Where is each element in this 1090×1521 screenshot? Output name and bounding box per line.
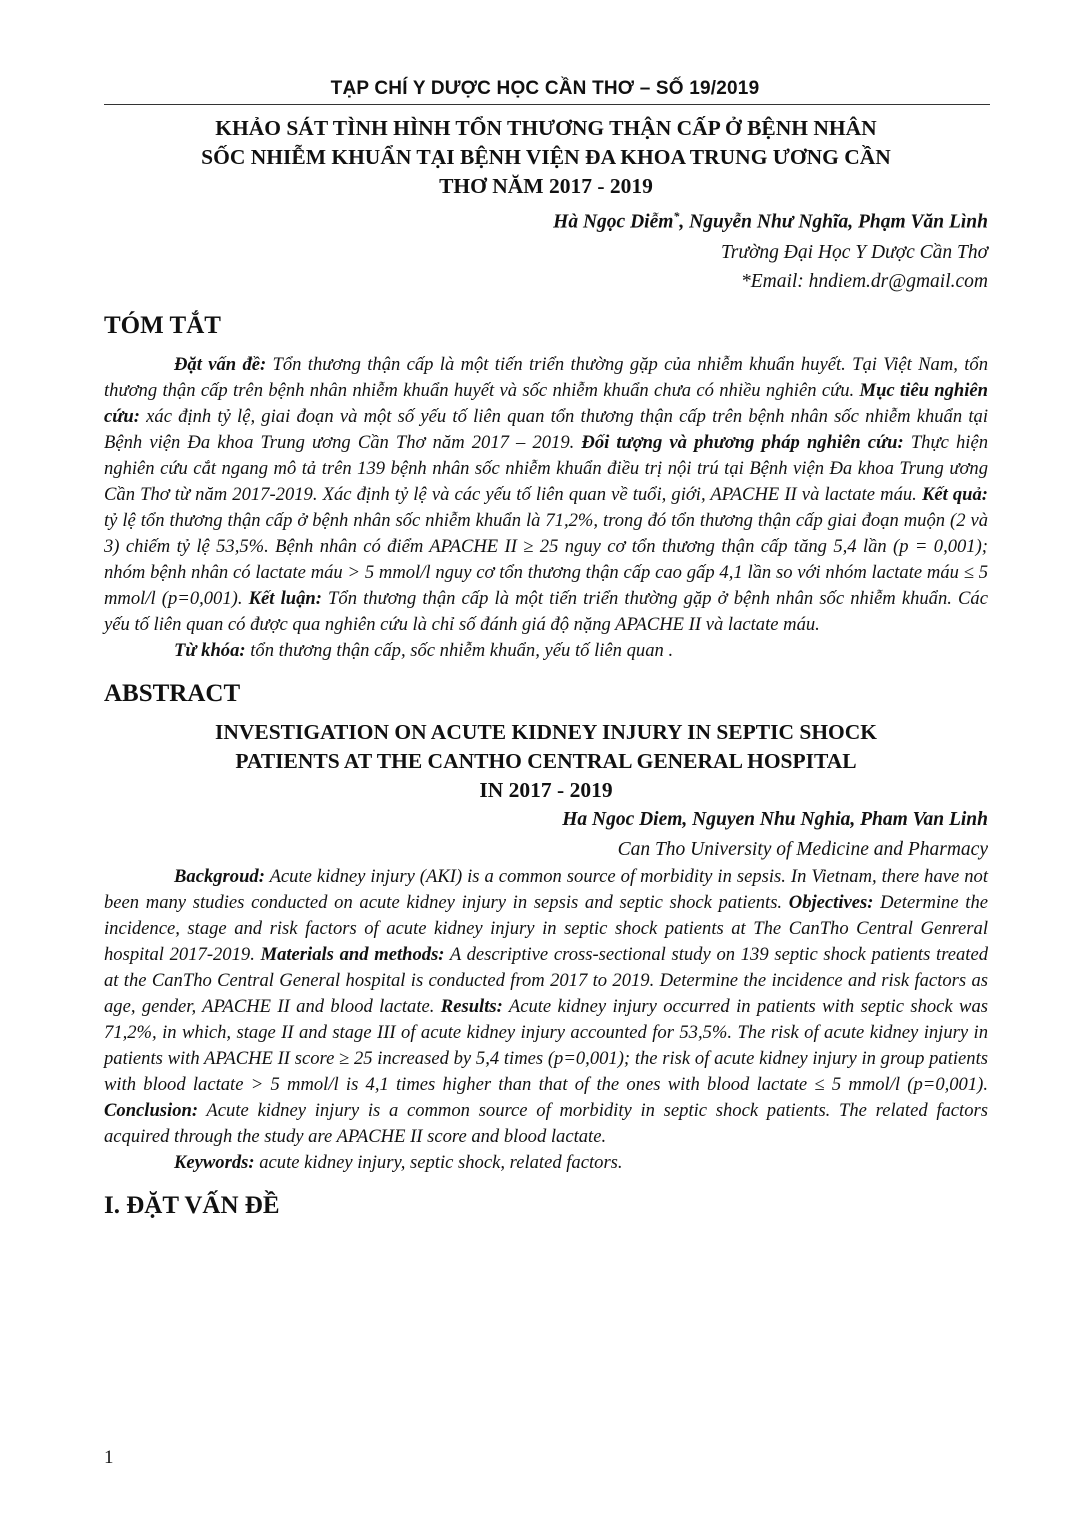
page-number: 1	[104, 1447, 114, 1468]
summary-label: Đối tượng và phương pháp nghiên cứu:	[581, 431, 904, 453]
author-email: *Email: hndiem.dr@gmail.com	[740, 270, 988, 292]
abstract-heading: ABSTRACT	[104, 679, 241, 707]
summary-label: Mục tiêu nghiên cứu:	[104, 379, 988, 427]
keywords-en-label: Keywords:	[174, 1151, 255, 1173]
abstract-text: Acute kidney injury occurred in patients with septic shock was 71,2%, in which, stage II and stage III of acute kidney injury accounted for 53,5%. The risk of acute kidney injury in patients with APACHE II score ≥ 25 increased by 5,4 times (p=0,001); the risk of acute kidney injury in group patients with blood lactate > 5 mmol/l is 4,1 times higher than that of the ones with blood lactate ≤ 5 mmol/l (p=0,001).	[104, 995, 988, 1095]
journal-running-header: TẠP CHÍ Y DƯỢC HỌC CẦN THƠ – SỐ 19/2019	[330, 78, 760, 99]
introduction-heading: I. ĐẶT VẤN ĐỀ	[104, 1191, 280, 1219]
summary-label: Kết quả:	[921, 483, 988, 505]
summary-text: Tổn thương thận cấp là một tiến triển thường gặp của nhiễm khuẩn huyết. Tại Việt Nam, tổn thương thận cấp trên bệnh nhân nhiễm khuẩn huyết và sốc nhiễm khuẩn chưa có nhiều nghiên cứu.	[104, 353, 988, 401]
abstract-paragraph	[104, 864, 988, 1150]
affiliation-english: Can Tho University of Medicine and Pharmacy	[617, 838, 988, 860]
authors-rest: , Nguyễn Như Nghĩa, Phạm Văn Lình	[679, 211, 988, 233]
abstract-label: Objectives:	[788, 891, 874, 913]
title-en-line: PATIENTS AT THE CANTHO CENTRAL GENERAL HOSPITAL	[235, 748, 857, 773]
abstract-label: Results:	[440, 995, 503, 1017]
keywords-vietnamese	[104, 638, 988, 664]
summary-heading: TÓM TẮT	[104, 311, 221, 339]
title-english	[104, 718, 988, 805]
page-content	[104, 114, 988, 1220]
authors-vietnamese	[104, 201, 988, 238]
affiliation-vietnamese: Trường Đại Học Y Dược Cần Thơ	[720, 241, 988, 263]
abstract-label: Conclusion:	[104, 1099, 199, 1121]
header-rule	[104, 104, 990, 105]
title-vi-line: KHẢO SÁT TÌNH HÌNH TỔN THƯƠNG THẬN CẤP Ở BỆNH NHÂN	[215, 116, 877, 140]
abstract-text: Acute kidney injury is a common source of morbidity in septic shock patients. The related factors acquired through the study are APACHE II score and blood lactate.	[104, 1099, 988, 1147]
abstract-text: Acute kidney injury (AKI) is a common source of morbidity in sepsis. In Vietnam, there have not been many studies conducted on acute kidney injury in sepsis and septic shock patients.	[104, 865, 988, 913]
title-vi-line: SỐC NHIỄM KHUẨN TẠI BỆNH VIỆN ĐA KHOA TRUNG ƯƠNG CẦN	[201, 145, 891, 169]
abstract-label: Materials and methods:	[260, 943, 445, 965]
author-first: Hà Ngọc Diễm	[553, 211, 674, 233]
authors-english: Ha Ngoc Diem, Nguyen Nhu Nghia, Pham Van Linh	[562, 808, 988, 830]
summary-text: Tổn thương thận cấp là một tiến triển thường gặp ở bệnh nhân sốc nhiễm khuẩn. Các yếu tố liên quan có được qua nghiên cứu là chỉ số đánh giá độ nặng APACHE II và lactate máu.	[104, 587, 988, 635]
keywords-vi-label: Từ khóa:	[174, 639, 246, 661]
keywords-en-text: acute kidney injury, septic shock, related factors.	[254, 1151, 623, 1173]
summary-text: Thực hiện nghiên cứu cắt ngang mô tả trên 139 bệnh nhân sốc nhiễm khuẩn điều trị nội trú tại Bệnh viện Đa khoa Trung ương Cần Thơ từ năm 2017-2019. Xác định tỷ lệ và các yếu tố liên quan về tuổi, giới, APACHE II và lactate máu.	[104, 431, 988, 505]
keywords-english	[104, 1150, 988, 1176]
keywords-vi-text: tổn thương thận cấp, sốc nhiễm khuẩn, yếu tố liên quan .	[245, 639, 674, 661]
title-en-line: INVESTIGATION ON ACUTE KIDNEY INJURY IN SEPTIC SHOCK	[214, 719, 878, 744]
title-vi-line: THƠ NĂM 2017 - 2019	[439, 174, 653, 198]
corresponding-mark: *	[673, 209, 680, 223]
abstract-text: A descriptive cross-sectional study on 139 septic shock patients treated at the CanTho Central General hospital is conducted from 2017 to 2019. Determine the incidence and risk factors as age, gender, APACHE II and blood lactate.	[104, 943, 989, 1017]
abstract-text: Determine the incidence, stage and risk factors of acute kidney injury in septic shock patients at The CanTho Central Genreral hospital 2017-2019.	[104, 891, 988, 965]
summary-paragraph	[104, 352, 988, 638]
abstract-label: Backgroud:	[174, 865, 265, 887]
summary-label: Kết luận:	[248, 587, 322, 609]
title-en-line: IN 2017 - 2019	[479, 777, 613, 802]
summary-label: Đặt vấn đề:	[174, 353, 267, 375]
summary-text: tỷ lệ tổn thương thận cấp ở bệnh nhân sốc nhiễm khuẩn là 71,2%, trong đó tổn thương thận cấp giai đoạn muộn (2 và 3) chiếm tỷ lệ 53,5%. Bệnh nhân có điểm APACHE II ≥ 25 nguy cơ tổn thương thận cấp tăng 5,4 lần (p = 0,001); nhóm bệnh nhân có lactate máu > 5 mmol/l nguy cơ tổn thương thận cấp cao gấp 4,1 lần so với nhóm lactate máu ≤ 5 mmol/l (p=0,001).	[104, 509, 988, 609]
summary-text: xác định tỷ lệ, giai đoạn và một số yếu tố liên quan tổn thương thận cấp trên bệnh nhân sốc nhiễm khuẩn tại Bệnh viện Đa khoa Trung ương Cần Thơ năm 2017 – 2019.	[104, 405, 988, 453]
title-vietnamese	[104, 114, 988, 201]
